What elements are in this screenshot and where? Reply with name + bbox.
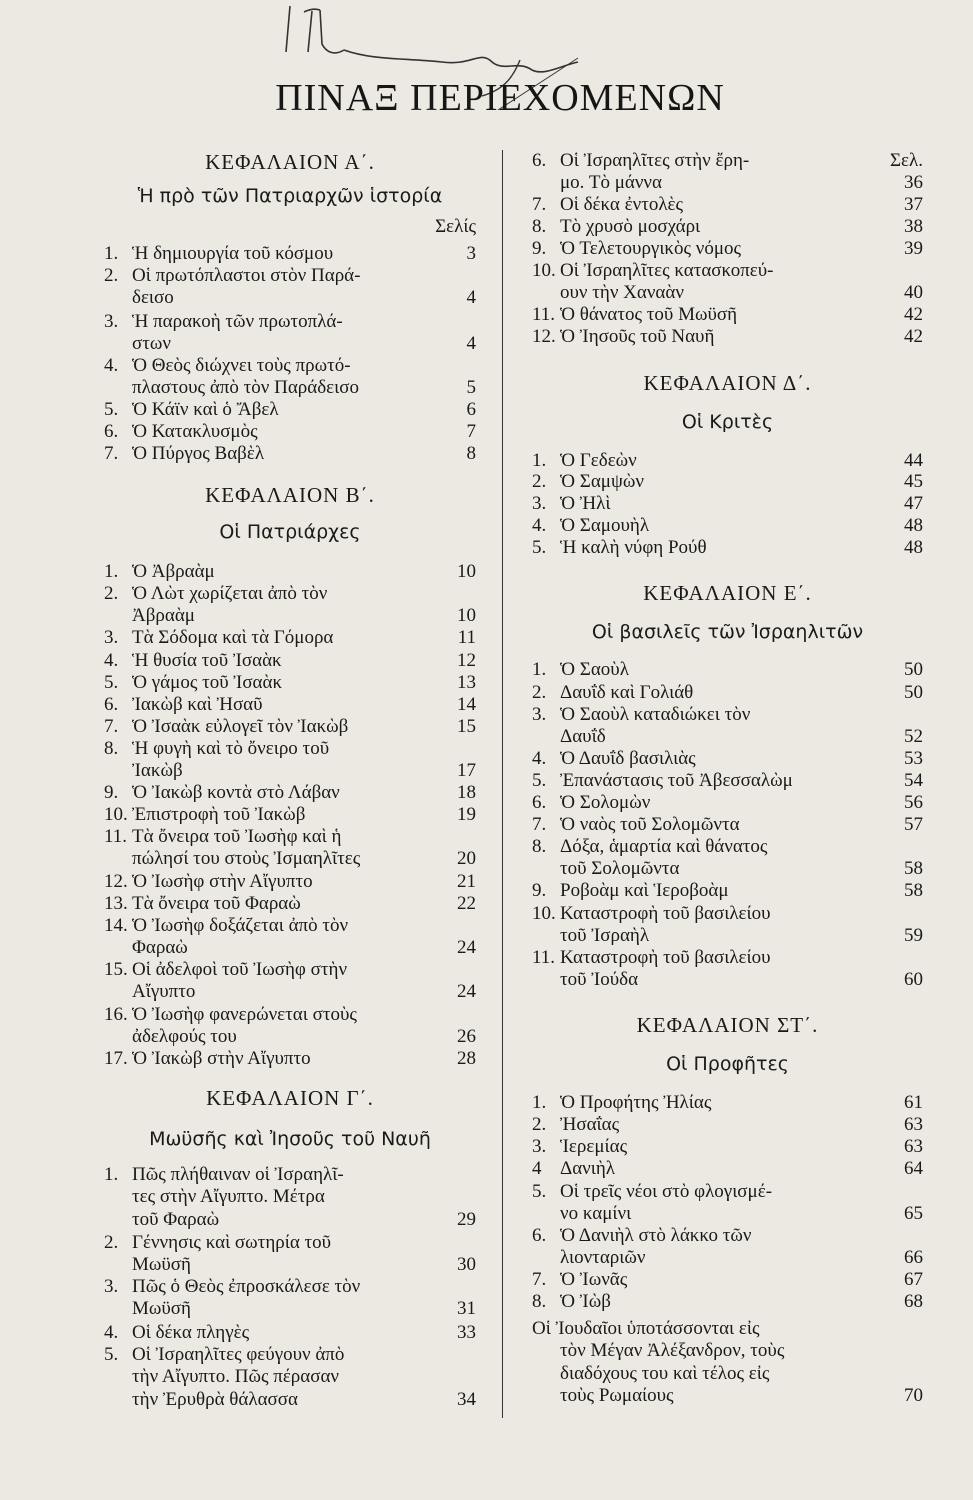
entry-text: Οἱ τρεῖς νέοι στὸ φλογισμέ- <box>560 1181 773 1202</box>
entry-number: 4 <box>532 1158 542 1179</box>
entry-page: 48 <box>904 515 923 536</box>
chapter-heading: ΚΕΦΑΛΑΙΟΝ ΣΤ΄. <box>636 1013 819 1037</box>
entry-page: 19 <box>457 804 476 825</box>
entry-page: 17 <box>457 760 476 781</box>
entry-page: 30 <box>457 1254 476 1275</box>
entry-text: τοὺς Ρωμαίους <box>560 1384 674 1406</box>
entry-page: 50 <box>904 659 923 680</box>
entry-page: 33 <box>457 1322 476 1343</box>
entry-number: 7. <box>532 194 547 215</box>
entry-text: διαδόχους του καὶ τέλος εἰς <box>560 1362 770 1384</box>
entry-page: 54 <box>904 770 923 791</box>
entry-text: Δανιὴλ <box>560 1158 616 1179</box>
chapter-heading: ΚΕΦΑΛΑΙΟΝ Β΄. <box>205 483 375 507</box>
chapter-subtitle: Οἱ Προφῆτες <box>666 1053 789 1075</box>
entry-page: 28 <box>457 1048 476 1069</box>
entry-number: 2. <box>104 265 119 286</box>
entry-number: 17. <box>104 1048 128 1069</box>
entry-text: ουν τὴν Χαναὰν <box>560 282 684 304</box>
entry-number: 11. <box>532 304 556 325</box>
entry-text: Ροβοὰμ καὶ Ἱεροβοὰμ <box>560 880 729 901</box>
entry-text: τὴν Αἴγυπτο. Πῶς πέρασαν <box>132 1366 340 1388</box>
entry-page: 68 <box>904 1291 923 1312</box>
entry-text: πλαστους ἀπὸ τὸν Παράδεισο <box>132 377 359 399</box>
entry-page: 56 <box>904 792 923 813</box>
entry-page: 39 <box>904 238 923 259</box>
entry-text: Ὁ Σαοὺλ καταδιώκει τὸν <box>560 704 751 725</box>
entry-text: Τὰ ὄνειρα τοῦ Φαραὼ <box>132 893 301 914</box>
entry-page: 24 <box>457 981 476 1002</box>
entry-number: 5. <box>532 1181 547 1202</box>
entry-text: Ἱερεμίας <box>560 1136 628 1157</box>
entry-page: 10 <box>457 605 476 626</box>
entry-page: 4 <box>466 287 476 308</box>
entry-text: Ὁ Λὼτ χωρίζεται ἀπὸ τὸν <box>132 583 328 604</box>
entry-text: Οἱ δέκα πληγὲς <box>132 1322 250 1343</box>
entry-number: 1. <box>532 450 547 471</box>
entry-page: 42 <box>904 304 923 325</box>
entry-page: 24 <box>457 937 476 958</box>
entry-text: λιονταριῶν <box>560 1247 646 1269</box>
entry-text: Ἰακὼβ <box>132 760 183 782</box>
entry-number: 3. <box>532 493 547 514</box>
entry-text: Αἴγυπτο <box>132 981 196 1003</box>
entry-text: Ὁ Ἰωνᾶς <box>560 1269 628 1290</box>
chapter-subtitle: Οἱ Κριτὲς <box>681 411 774 433</box>
entry-number: 3. <box>104 1276 119 1297</box>
entry-number: 5. <box>532 770 547 791</box>
entry-text: Οἱ Ἰουδαῖοι ὑποτάσσονται εἰς <box>532 1318 760 1339</box>
entry-number: 12. <box>532 326 556 347</box>
entry-text: Οἱ Ἰσραηλῖτες φεύγουν ἀπὸ <box>132 1344 345 1365</box>
entry-page: 58 <box>904 880 923 901</box>
entry-page: 45 <box>904 471 923 492</box>
entry-text: Ἡ δημιουργία τοῦ κόσμου <box>132 243 334 264</box>
pages-header: Σελ. <box>890 150 923 171</box>
entry-number: 14. <box>104 915 128 936</box>
entry-text: Ὁ Σαοὺλ <box>560 659 629 680</box>
entry-number: 1. <box>104 243 119 264</box>
entry-page: 7 <box>466 421 476 442</box>
entry-text: Ἡ φυγὴ καὶ τὸ ὄνειρο τοῦ <box>132 738 330 759</box>
entry-number: 9. <box>532 238 547 259</box>
entry-text: Ὁ Ἀβραὰμ <box>132 561 215 582</box>
entry-number: 15. <box>104 959 128 980</box>
entry-text: τοῦ Σολομῶντα <box>560 858 680 880</box>
entry-number: 7. <box>104 716 119 737</box>
entry-text: Ὁ Γεδεὼν <box>560 450 637 471</box>
entry-text: Ὁ Τελετουργικὸς νόμος <box>560 238 742 259</box>
entry-page: 58 <box>904 858 923 879</box>
entry-text: Πῶς ὁ Θεὸς ἐπροσκάλεσε τὸν <box>132 1276 361 1297</box>
entry-text: Τὰ ὄνειρα τοῦ Ἰωσὴφ καὶ ἡ <box>132 826 342 847</box>
entry-page: 53 <box>904 748 923 769</box>
entry-number: 6. <box>532 792 547 813</box>
entry-page: 70 <box>904 1385 923 1406</box>
entry-page: 29 <box>457 1209 476 1230</box>
entry-page: 42 <box>904 326 923 347</box>
entry-page: 8 <box>466 443 476 464</box>
entry-number: 8. <box>532 836 547 857</box>
entry-text: Οἱ Ἰσραηλῖτες στὴν ἔρη- <box>560 150 750 171</box>
entry-page: 4 <box>466 333 476 354</box>
entry-number: 3. <box>104 311 119 332</box>
entry-text: Μωϋσῆ <box>132 1254 191 1276</box>
entry-page: 40 <box>904 282 923 303</box>
entry-text: Οἱ Ἰσραηλῖτες κατασκοπεύ- <box>560 260 774 281</box>
entry-text: τοῦ Φαραὼ <box>132 1208 220 1230</box>
entry-page: 20 <box>457 848 476 869</box>
entry-text: Καταστροφὴ τοῦ βασιλείου <box>560 947 771 968</box>
entry-text: Δαυΐδ καὶ Γολιάθ <box>560 682 694 703</box>
entry-text: Ὁ θάνατος τοῦ Μωϋσῆ <box>560 304 738 325</box>
entry-page: 12 <box>457 650 476 671</box>
entry-text: Πῶς πλήθαιναν οἱ Ἰσραηλῖ- <box>132 1164 344 1185</box>
entry-text: Γέννησις καὶ σωτηρία τοῦ <box>132 1232 332 1253</box>
chapter-subtitle: Οἱ Πατριάρχες <box>219 521 361 543</box>
entry-page: 44 <box>904 450 923 471</box>
entry-number: 2. <box>532 1114 547 1135</box>
entry-number: 5. <box>104 1344 119 1365</box>
pages-header: Σελίς <box>435 216 476 237</box>
entry-number: 6. <box>532 150 547 171</box>
entry-page: 26 <box>457 1026 476 1047</box>
entry-page: 59 <box>904 925 923 946</box>
entry-text: Ὁ Ἰσαὰκ εὐλογεῖ τὸν Ἰακὼβ <box>132 716 349 737</box>
entry-number: 10. <box>532 260 556 281</box>
entry-text: Οἱ πρωτόπλαστοι στὸν Παρά- <box>132 265 361 286</box>
entry-text: Οἱ δέκα ἐντολὲς <box>560 194 684 215</box>
entry-page: 66 <box>904 1247 923 1268</box>
entry-number: 7. <box>532 814 547 835</box>
entry-page: 10 <box>457 561 476 582</box>
entry-text: Ὁ Κατακλυσμὸς <box>132 421 258 442</box>
entry-text: Ὁ Πύργος Βαβὲλ <box>132 443 265 464</box>
entry-number: 2. <box>104 1232 119 1253</box>
entry-page: 57 <box>904 814 923 835</box>
entry-text: Ἡ παρακοὴ τῶν πρωτοπλά- <box>132 311 343 332</box>
entry-number: 4. <box>532 515 547 536</box>
entry-page: 61 <box>904 1092 923 1113</box>
entry-number: 11. <box>104 826 128 847</box>
entry-number: 13. <box>104 893 128 914</box>
entry-page: 14 <box>457 694 476 715</box>
entry-text: Ἡ θυσία τοῦ Ἰσαὰκ <box>132 650 282 671</box>
entry-number: 8. <box>104 738 119 759</box>
entry-number: 11. <box>532 947 556 968</box>
entry-page: 38 <box>904 216 923 237</box>
entry-text: Ὁ Δανιὴλ στὸ λάκκο τῶν <box>560 1225 752 1246</box>
entry-page: 47 <box>904 493 923 514</box>
entry-page: 21 <box>457 871 476 892</box>
entry-number: 10. <box>532 903 556 924</box>
entry-text: νο καμίνι <box>560 1203 632 1225</box>
chapter-subtitle: Οἱ βασιλεῖς τῶν Ἰσραηλιτῶν <box>591 621 864 643</box>
entry-text: Ὁ Δαυΐδ βασιλιὰς <box>560 748 696 769</box>
entry-page: 11 <box>457 627 476 648</box>
entry-page: 13 <box>457 672 476 693</box>
entry-number: 1. <box>532 659 547 680</box>
entry-number: 2. <box>532 471 547 492</box>
entry-number: 7. <box>532 1269 547 1290</box>
page-title: ΠΙΝΑΞ ΠΕΡΙΕΧΟΜΕΝΩΝ <box>275 77 725 119</box>
entry-page: 63 <box>904 1136 923 1157</box>
entry-number: 1. <box>104 1164 119 1185</box>
entry-text: Φαραὼ <box>132 937 188 959</box>
entry-text: Καταστροφὴ τοῦ βασιλείου <box>560 903 771 924</box>
entry-text: Ὁ Σολομὼν <box>560 792 651 813</box>
entry-page: 65 <box>904 1203 923 1224</box>
entry-number: 3. <box>104 627 119 648</box>
entry-page: 64 <box>904 1158 923 1179</box>
entry-page: 5 <box>466 377 476 398</box>
entry-text: Δαυΐδ <box>560 726 606 748</box>
chapter-heading: ΚΕΦΑΛΑΙΟΝ Α΄. <box>205 150 375 174</box>
entry-page: 52 <box>904 726 923 747</box>
entry-text: Ὁ Ἰωσὴφ δοξάζεται ἀπὸ τὸν <box>132 915 349 936</box>
entry-text: Ἀβραὰμ <box>132 605 195 627</box>
entry-text: Ὁ Σαμουὴλ <box>560 515 650 536</box>
entry-text: Ἰακὼβ καὶ Ἠσαῦ <box>132 694 263 715</box>
entry-text: Τὰ Σόδομα καὶ τὰ Γόμορα <box>132 627 334 648</box>
entry-text: Ὁ Κάϊν καὶ ὁ Ἄβελ <box>132 399 279 420</box>
entry-text: Ἐπανάστασις τοῦ Ἀβεσσαλὼμ <box>560 770 793 791</box>
entry-text: ἀδελφούς του <box>132 1026 237 1048</box>
entry-number: 9. <box>532 880 547 901</box>
entry-number: 4. <box>104 355 119 376</box>
entry-page: 6 <box>466 399 476 420</box>
entry-text: Ὁ Σαμψὼν <box>560 471 644 492</box>
entry-text: Ὁ Προφήτης Ἠλίας <box>560 1092 712 1113</box>
entry-number: 6. <box>104 694 119 715</box>
entry-text: Οἱ ἀδελφοὶ τοῦ Ἰωσὴφ στὴν <box>132 959 348 980</box>
entry-text: Ὁ Ἰακὼβ στὴν Αἴγυπτο <box>132 1048 311 1069</box>
entry-number: 6. <box>104 421 119 442</box>
entry-text: Ὁ Θεὸς διώχνει τοὺς πρωτό- <box>132 355 351 376</box>
entry-page: 50 <box>904 682 923 703</box>
entry-page: 37 <box>904 194 923 215</box>
entry-number: 16. <box>104 1004 128 1025</box>
entry-number: 4. <box>104 1322 119 1343</box>
entry-number: 9. <box>104 782 119 803</box>
entry-text: Ὁ Ἰωσὴφ στὴν Αἴγυπτο <box>132 871 313 892</box>
entry-number: 8. <box>532 1291 547 1312</box>
column-divider <box>502 150 503 1418</box>
chapter-subtitle: Μωϋσῆς καὶ Ἰησοῦς τοῦ Ναυῆ <box>149 1128 431 1150</box>
entry-page: 36 <box>904 172 923 193</box>
entry-number: 6. <box>532 1225 547 1246</box>
entry-page: 67 <box>904 1269 923 1290</box>
entry-text: Ὁ Ἰακὼβ κοντὰ στὸ Λάβαν <box>132 782 340 803</box>
entry-text: Ὁ Ἰὼβ <box>560 1291 611 1312</box>
entry-text: τοῦ Ἰούδα <box>560 969 639 991</box>
entry-page: 18 <box>457 782 476 803</box>
entry-number: 3. <box>532 704 547 725</box>
entry-text: πώλησί του στοὺς Ἰσμαηλῖτες <box>132 848 361 870</box>
entry-text: τοῦ Ἰσραὴλ <box>560 925 650 947</box>
entry-number: 4. <box>104 650 119 671</box>
entry-text: Τὸ χρυσὸ μοσχάρι <box>560 216 701 237</box>
entry-text: Ἠσαΐας <box>560 1114 620 1135</box>
entry-number: 5. <box>104 399 119 420</box>
entry-text: τὴν Ἐρυθρὰ θάλασσα <box>132 1388 298 1410</box>
entry-number: 12. <box>104 871 128 892</box>
entry-text: δεισο <box>132 287 174 309</box>
entry-number: 1. <box>104 561 119 582</box>
entry-text: Ἐπιστροφὴ τοῦ Ἰακὼβ <box>132 804 306 825</box>
entry-text: Ἡ καλὴ νύφη Ρούθ <box>560 537 707 558</box>
entry-number: 10. <box>104 804 128 825</box>
entry-text: τὸν Μέγαν Ἀλέξανδρον, τοὺς <box>560 1340 785 1362</box>
entry-number: 4. <box>532 748 547 769</box>
entry-text: Μωϋσῆ <box>132 1298 191 1320</box>
entry-number: 3. <box>532 1136 547 1157</box>
entry-text: μο. Τὸ μάννα <box>560 172 662 194</box>
entry-page: 22 <box>457 893 476 914</box>
entry-number: 5. <box>104 672 119 693</box>
entry-text: τες στὴν Αἴγυπτο. Μέτρα <box>132 1186 325 1208</box>
entry-text: Ὁ ναὸς τοῦ Σολομῶντα <box>560 814 740 835</box>
chapter-heading: ΚΕΦΑΛΑΙΟΝ Δ΄. <box>643 371 812 395</box>
entry-number: 1. <box>532 1092 547 1113</box>
entry-page: 48 <box>904 537 923 558</box>
entry-page: 60 <box>904 969 923 990</box>
chapter-subtitle: Ἡ πρὸ τῶν Πατριαρχῶν ἱστορία <box>137 185 443 207</box>
entry-number: 7. <box>104 443 119 464</box>
entry-text: Ὁ Ἰωσὴφ φανερώνεται στοὺς <box>132 1004 357 1025</box>
entry-text: Ὁ Ἰησοῦς τοῦ Ναυῆ <box>560 326 715 347</box>
chapter-heading: ΚΕΦΑΛΑΙΟΝ Γ΄. <box>206 1086 374 1110</box>
entry-text: στων <box>132 333 171 355</box>
entry-page: 31 <box>457 1298 476 1319</box>
entry-number: 5. <box>532 537 547 558</box>
entry-text: Ὁ γάμος τοῦ Ἰσαὰκ <box>132 672 283 693</box>
entry-number: 2. <box>104 583 119 604</box>
entry-text: Δόξα, ἁμαρτία καὶ θάνατος <box>560 836 768 857</box>
entry-number: 2. <box>532 682 547 703</box>
entry-page: 34 <box>457 1389 476 1410</box>
entry-number: 8. <box>532 216 547 237</box>
chapter-heading: ΚΕΦΑΛΑΙΟΝ Ε΄. <box>643 581 812 605</box>
entry-page: 15 <box>457 716 476 737</box>
entry-text: Ὁ Ἠλὶ <box>560 493 611 514</box>
entry-page: 63 <box>904 1114 923 1135</box>
entry-page: 3 <box>466 243 476 264</box>
